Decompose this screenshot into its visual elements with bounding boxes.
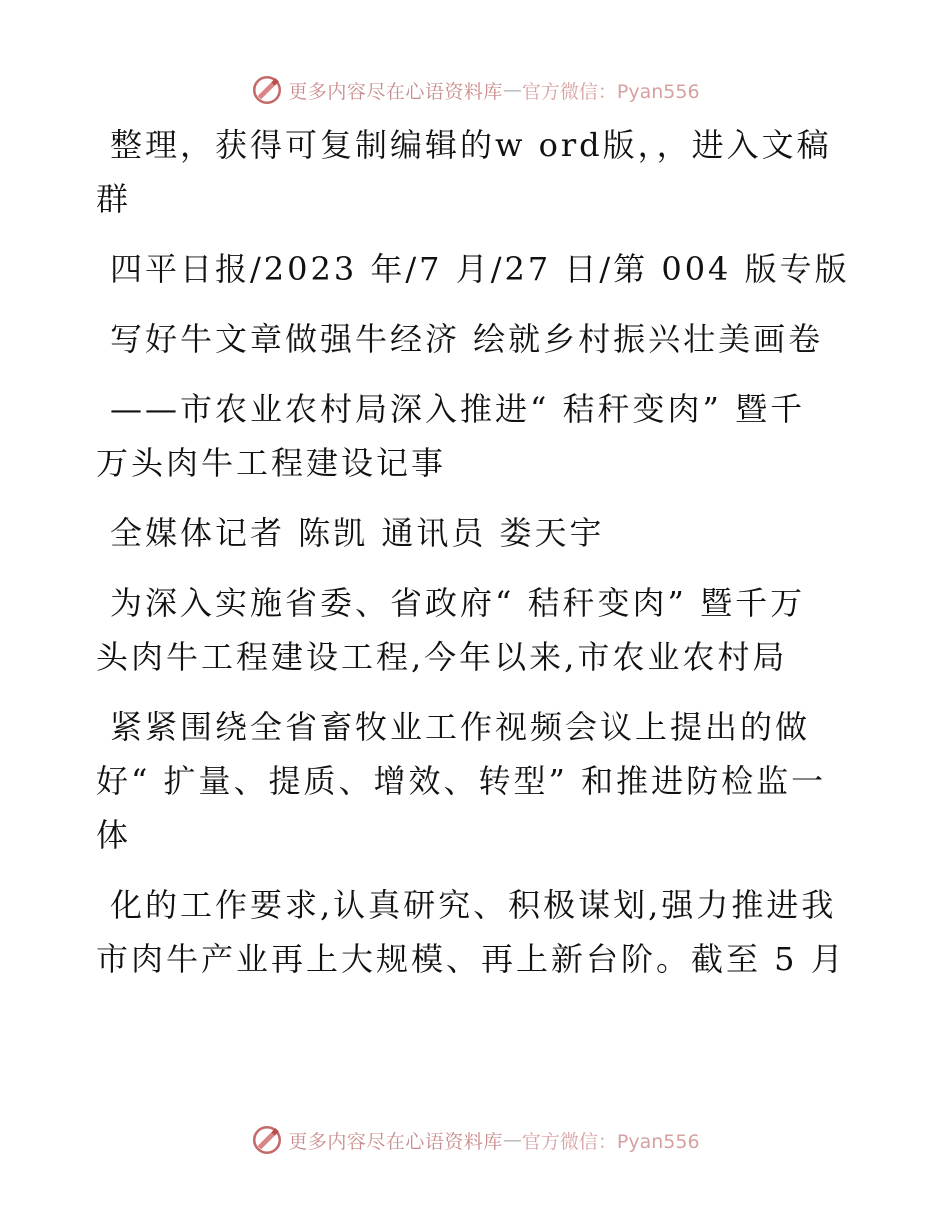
text-line: 写好牛文章做强牛经济 绘就乡村振兴壮美画卷 <box>110 320 824 358</box>
text-line: 四平日报/2023 年/7 月/27 日/第 004 版专版 <box>110 250 850 288</box>
watermark-text: 更多内容尽在心语资料库 <box>288 80 503 103</box>
brand-logo-icon <box>250 1123 284 1157</box>
text-line: 全媒体记者 陈凯 通讯员 娄天宇 <box>110 514 605 552</box>
paragraph <box>96 576 856 684</box>
paragraph <box>96 506 856 560</box>
text-line: 化的工作要求,认真研究、积极谋划,强力推进我 <box>110 886 837 924</box>
paragraph <box>96 118 856 226</box>
text-line: 紧紧围绕全省畜牧业工作视频会议上提出的做 <box>110 708 811 746</box>
text-line: 整理，获得可复制编辑的w ord版，，进入文稿 <box>110 126 832 164</box>
paragraph <box>96 700 856 862</box>
text-line: 群 <box>96 180 132 218</box>
text-line: ——市农业农村局深入推进“ 秸秆变肉” 暨千 <box>110 390 806 428</box>
watermark-text: 更多内容尽在心语资料库 <box>288 1130 503 1153</box>
paragraph <box>96 382 856 490</box>
brand-logo-icon <box>250 73 284 107</box>
paragraph <box>96 878 856 986</box>
watermark-dash: — <box>502 1129 522 1151</box>
watermark-header <box>0 70 950 110</box>
text-line: 体 <box>96 816 132 854</box>
text-line: 好“ 扩量、提质、增效、转型” 和推进防检监一 <box>96 762 827 800</box>
watermark-footer <box>0 1120 950 1160</box>
text-line: 市肉牛产业再上大规模、再上新台阶。截至 5 月 <box>96 940 846 978</box>
watermark-contact: 官方微信：Pyan556 <box>521 80 700 103</box>
watermark-contact: 官方微信：Pyan556 <box>521 1130 700 1153</box>
text-line: 为深入实施省委、省政府“ 秸秆变肉” 暨千万 <box>110 584 806 622</box>
text-line: 头肉牛工程建设工程,今年以来,市农业农村局 <box>96 638 788 676</box>
text-line: 万头肉牛工程建设记事 <box>96 444 447 482</box>
watermark-dash: — <box>502 79 522 101</box>
document-body <box>96 118 856 1002</box>
paragraph <box>96 312 856 366</box>
paragraph <box>96 242 856 296</box>
